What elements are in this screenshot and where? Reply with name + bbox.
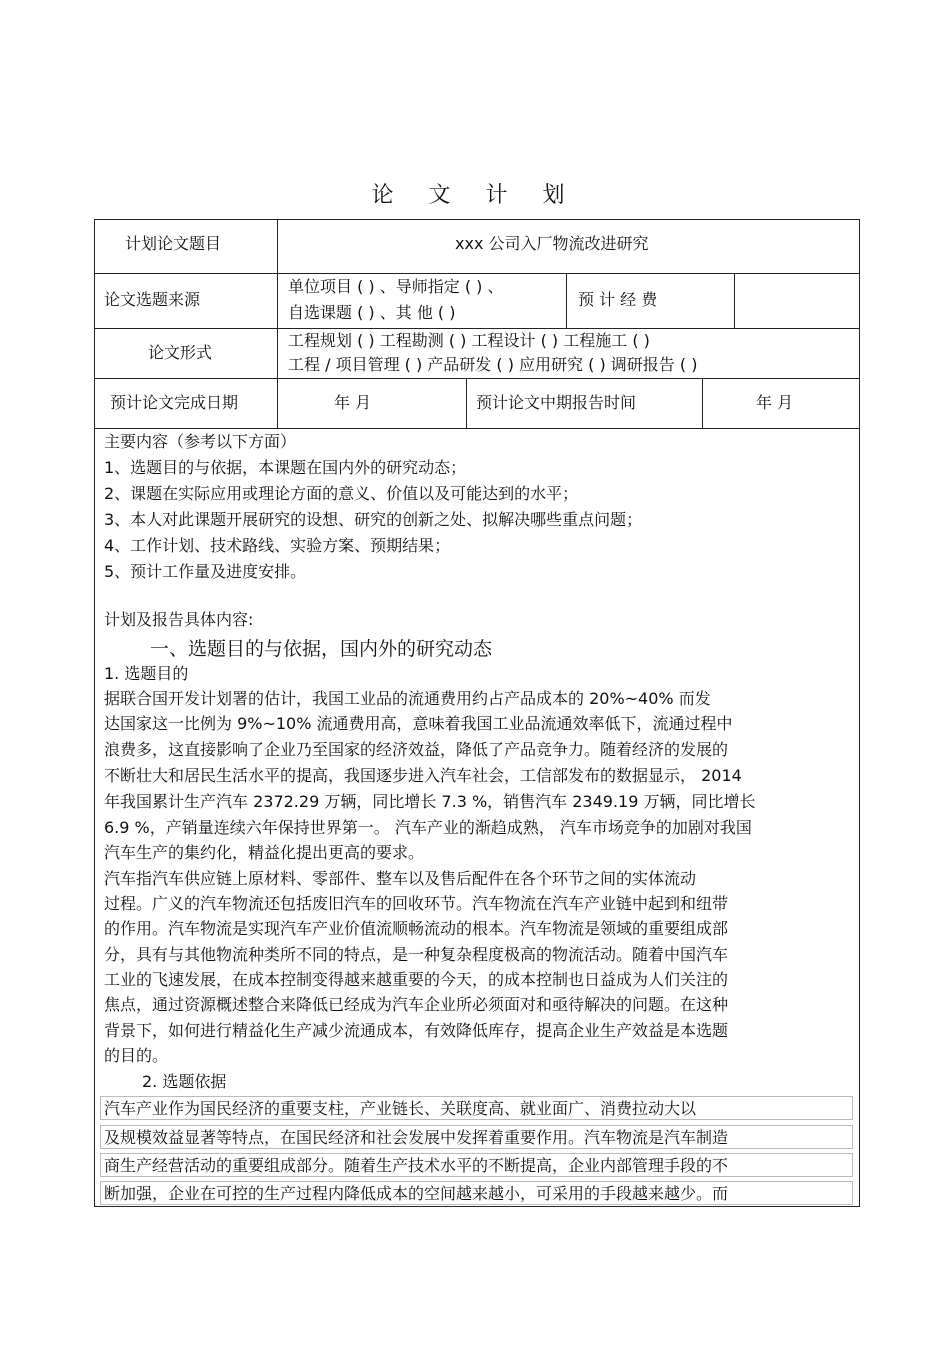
budget-label: 预 计 经 费	[578, 290, 658, 309]
subsection-title: 1. 选题目的	[104, 664, 189, 683]
completion-date-label: 预计论文完成日期	[110, 393, 239, 412]
list-item: 1、选题目的与依据，本课题在国内外的研究动态；	[104, 458, 467, 477]
paragraph-line: 分，具有与其他物流种类所不同的特点，是一种复杂程度极高的物流活动。随着中国汽车	[104, 945, 729, 964]
completion-date-value: 年 月	[334, 393, 372, 412]
list-item: 4、工作计划、技术路线、实验方案、预期结果；	[104, 536, 451, 555]
col-divider	[277, 219, 278, 429]
midterm-report-value: 年 月	[756, 393, 794, 412]
row-divider	[94, 428, 860, 429]
paragraph-line: 汽车生产的集约化，精益化提出更高的要求。	[104, 843, 425, 862]
main-content-heading: 主要内容（参考以下方面）	[104, 432, 297, 451]
col-divider	[466, 378, 467, 428]
section-title: 一、选题目的与依据，国内外的研究动态	[150, 638, 493, 660]
paragraph-line: 汽车产业作为国民经济的重要支柱，产业链长、关联度高、就业面广、消费拉动大以	[104, 1099, 697, 1118]
paragraph-line: 及规模效益显著等特点，在国民经济和社会发展中发挥着重要作用。汽车物流是汽车制造	[104, 1128, 729, 1147]
paragraph-line: 焦点，通过资源概述整合来降低已经成为汽车企业所必须面对和亟待解决的问题。在这种	[104, 995, 729, 1014]
paragraph-line: 商生产经营活动的重要组成部分。随着生产技术水平的不断提高，企业内部管理手段的不	[104, 1156, 729, 1175]
thesis-form-options-line2: 工程 / 项目管理 ( ) 产品研发 ( ) 应用研究 ( ) 调研报告 ( )	[288, 355, 698, 374]
page-title: 论 文 计 划	[371, 183, 579, 208]
thesis-title-label: 计划论文题目	[125, 234, 222, 253]
col-divider	[566, 273, 567, 328]
row-divider	[94, 328, 860, 329]
paragraph-line: 据联合国开发计划署的估计，我国工业品的流通费用约占产品成本的 20%~40% 而发	[104, 689, 711, 708]
paragraph-line: 背景下，如何进行精益化生产减少流通成本，有效降低库存，提高企业生产效益是本选题	[104, 1021, 729, 1040]
paragraph-line: 工业的飞速发展，在成本控制变得越来越重要的今天，的成本控制也日益成为人们关注的	[104, 970, 729, 989]
paragraph-line: 汽车指汽车供应链上原材料、零部件、整车以及售后配件在各个环节之间的实体流动	[104, 869, 697, 888]
paragraph-line: 的作用。汽车物流是实现汽车产业价值流顺畅流动的根本。汽车物流是领域的重要组成部	[104, 919, 729, 938]
paragraph-line: 浪费多，这直接影响了企业乃至国家的经济效益，降低了产品竞争力。随着经济的发展的	[104, 740, 729, 759]
topic-source-label: 论文选题来源	[104, 290, 201, 309]
topic-source-options-line1: 单位项目 ( ) 、导师指定 ( ) 、	[288, 277, 504, 296]
paragraph-line: 的目的。	[104, 1046, 169, 1065]
paragraph-line: 过程。广义的汽车物流还包括废旧汽车的回收环节。汽车物流在汽车产业链中起到和纽带	[104, 894, 729, 913]
paragraph-line: 6.9 %，产销量连续六年保持世界第一。 汽车产业的渐趋成熟， 汽车市场竞争的加剧对我国	[104, 818, 752, 837]
col-divider	[702, 378, 703, 428]
list-item: 3、本人对此课题开展研究的设想、研究的创新之处、拟解决哪些重点问题；	[104, 510, 643, 529]
paragraph-line: 断加强，企业在可控的生产过程内降低成本的空间越来越小，可采用的手段越来越少。而	[104, 1184, 729, 1203]
thesis-title-value: xxx 公司入厂物流改进研究	[455, 234, 649, 253]
paragraph-line: 达国家这一比例为 9%~10% 流通费用高，意味着我国工业品流通效率低下，流通过程中	[104, 714, 733, 733]
row-divider	[94, 378, 860, 379]
thesis-form-label: 论文形式	[148, 343, 213, 362]
thesis-form-options-line1: 工程规划 ( ) 工程勘测 ( ) 工程设计 ( ) 工程施工 ( )	[288, 331, 650, 350]
col-divider	[734, 273, 735, 328]
paragraph-line: 不断壮大和居民生活水平的提高，我国逐步进入汽车社会，工信部发布的数据显示， 2014	[104, 766, 742, 785]
list-item: 2、课题在实际应用或理论方面的意义、价值以及可能达到的水平；	[104, 484, 579, 503]
plan-content-label: 计划及报告具体内容:	[104, 610, 254, 629]
midterm-report-label: 预计论文中期报告时间	[476, 393, 637, 412]
subsection-title: 2. 选题依据	[142, 1072, 227, 1091]
row-divider	[94, 273, 860, 274]
topic-source-options-line2: 自选课题 ( ) 、其 他 ( )	[288, 303, 456, 322]
paragraph-line: 年我国累计生产汽车 2372.29 万辆，同比增长 7.3 %，销售汽车 2349.19 万辆，同比增长	[104, 792, 756, 811]
list-item: 5、预计工作量及进度安排。	[104, 562, 307, 581]
